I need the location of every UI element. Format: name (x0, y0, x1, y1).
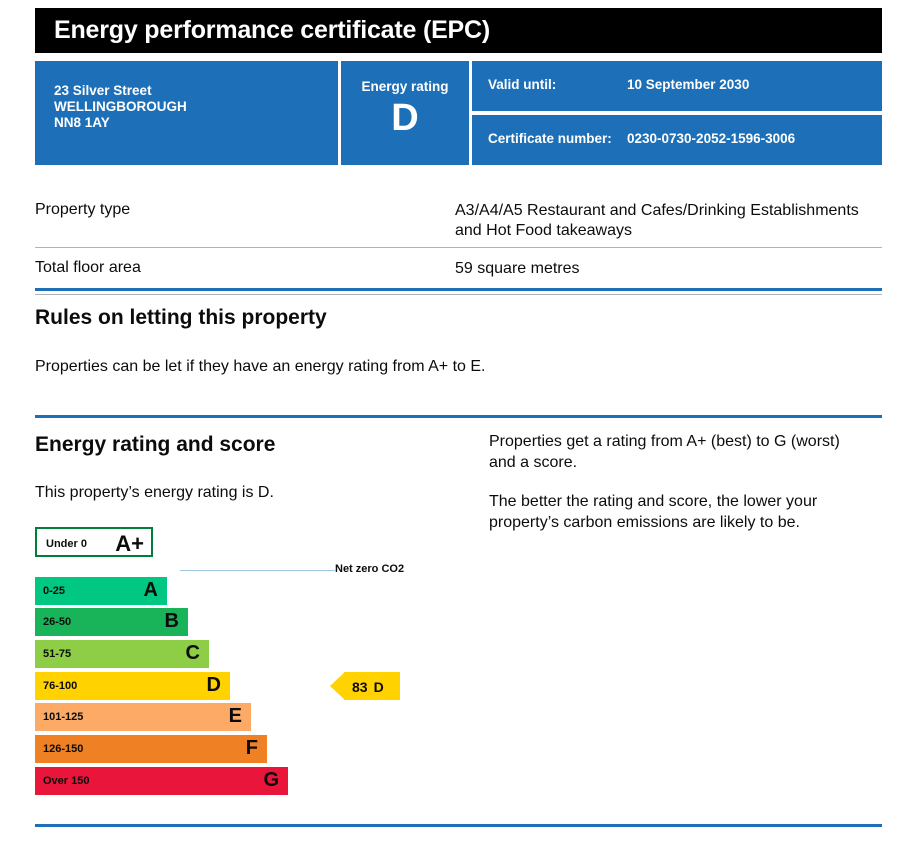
property-details-table (35, 190, 882, 295)
address-line-3: NN8 1AY (54, 115, 110, 130)
marker-arrow-icon (330, 672, 345, 700)
section-divider (35, 288, 882, 291)
current-score-marker (330, 672, 400, 700)
rating-letter-c: C (185, 642, 200, 664)
total-floor-area-value: 59 square metres (455, 260, 580, 277)
rating-range-c: 51-75 (43, 648, 72, 660)
certificate-number-label: Certificate number: (488, 131, 612, 146)
rating-bar-f (35, 735, 267, 763)
certificate-number-value: 0230-0730-2052-1596-3006 (627, 131, 796, 146)
property-type-value: A3/A4/A5 Restaurant and Cafes/Drinking Establishments and Hot Food takeaways (455, 202, 859, 239)
rating-bar-a-plus (35, 527, 153, 557)
energy-rating-value: D (391, 97, 419, 139)
epc-rating-chart (35, 527, 475, 797)
score-note-2: The better the rating and score, the lower your property’s carbon emissions are likely to be. (489, 493, 818, 531)
score-note-1: Properties get a rating from A+ (best) to G (worst) and a score. (489, 433, 840, 471)
total-floor-area-label: Total floor area (35, 259, 141, 276)
rating-range-e: 101-125 (43, 711, 84, 723)
energy-rating-label: Energy rating (361, 79, 449, 94)
rating-bar-d (35, 672, 230, 700)
certificate-number-row (472, 115, 882, 165)
rating-letter-a-plus: A+ (115, 531, 144, 556)
rating-bar-e (35, 703, 251, 731)
rating-letter-f: F (245, 737, 258, 759)
rating-range-f: 126-150 (43, 743, 84, 755)
property-type-label: Property type (35, 201, 131, 218)
rating-bar-c (35, 640, 209, 668)
section-divider (35, 415, 882, 418)
rating-range-d: 76-100 (43, 680, 78, 692)
rating-range-a: 0-25 (43, 585, 66, 597)
section-divider (35, 824, 882, 827)
rules-body: Properties can be let if they have an energy rating from A+ to E. (35, 358, 486, 375)
document-header (35, 8, 882, 53)
rating-letter-b: B (164, 610, 179, 632)
score-subheading: This property’s energy rating is D. (35, 484, 274, 501)
rating-letter-e: E (228, 705, 242, 727)
rating-letter-d: D (206, 674, 221, 696)
rating-letter-g: G (263, 769, 279, 791)
valid-until-value: 10 September 2030 (627, 77, 750, 92)
rules-heading: Rules on letting this property (35, 306, 327, 329)
rating-bar-b (35, 608, 188, 636)
energy-rating-badge (341, 61, 469, 165)
score-heading: Energy rating and score (35, 433, 276, 456)
property-address (35, 61, 338, 165)
certificate-info (472, 61, 882, 165)
page-title: Energy performance certificate (EPC) (54, 16, 491, 44)
rating-range-a-plus: Under 0 (46, 538, 87, 550)
table-row (35, 190, 882, 248)
rating-bar-a (35, 577, 167, 605)
net-zero-line (180, 570, 335, 571)
summary-band (35, 61, 882, 165)
valid-until-row (472, 61, 882, 111)
address-line-1: 23 Silver Street (54, 83, 152, 98)
valid-until-label: Valid until: (488, 77, 557, 92)
score-explanation (489, 431, 869, 551)
rating-bar-g (35, 767, 288, 795)
rating-range-b: 26-50 (43, 616, 72, 628)
net-zero-label: Net zero CO2 (335, 563, 405, 575)
rating-letter-a: A (143, 579, 158, 601)
current-score-value: 83 (352, 679, 368, 695)
rating-range-g: Over 150 (43, 775, 90, 787)
address-line-2: WELLINGBOROUGH (54, 99, 187, 114)
current-band-value: D (373, 679, 384, 695)
marker-text (352, 679, 384, 695)
